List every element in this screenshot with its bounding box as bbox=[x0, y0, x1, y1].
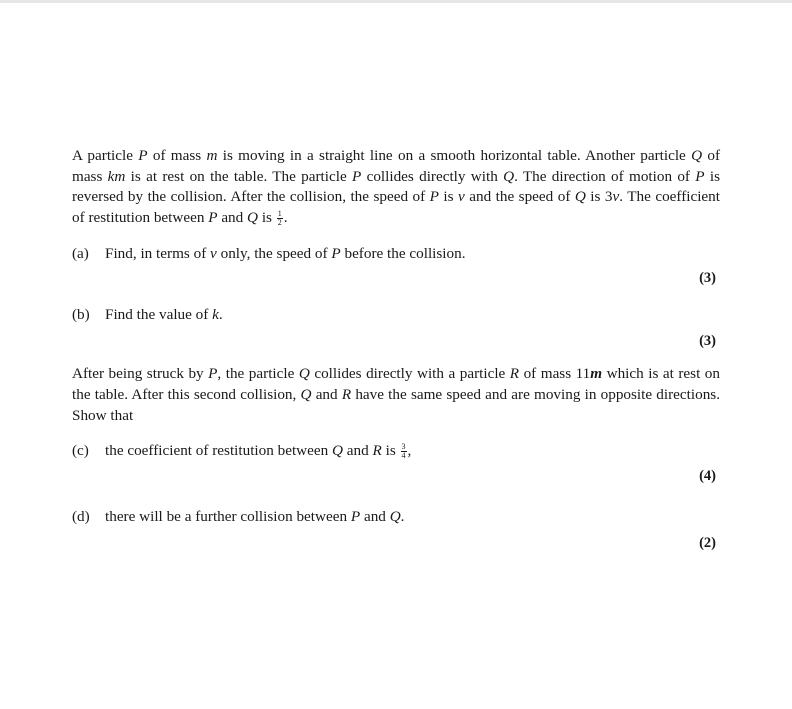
part-a-label: (a) bbox=[72, 245, 89, 263]
intro-paragraph: A particle P of mass m is moving in a straight line on a smooth horizontal table. Another particle Q of mass km is at rest on the table. The particle P collides directly with Q. The direction of motion of P is reversed by the collision. After the collision, the speed of P is v and the speed of Q is 3v. The coefficient of restitution between P and Q is $\frac{1}{2}$ . bbox=[72, 147, 721, 227]
part-c-label: (c) bbox=[72, 442, 89, 460]
part-d-label: (d) bbox=[72, 508, 90, 526]
part-b-marks: (3) bbox=[699, 333, 716, 350]
fraction-one-half: $\frac{1}{2}$ bbox=[277, 208, 282, 227]
part-b: (b) Find the value of k. bbox=[72, 306, 223, 324]
fraction-three-quarters: $\frac{3}{4}$ bbox=[401, 442, 406, 461]
second-paragraph: After being struck by P, the particle Q collides directly with a particle R of mass 11m which is at rest on the table. After this second collision, Q and R have the same speed and are moving in opposite directions. Show that bbox=[72, 365, 720, 424]
part-b-label: (b) bbox=[72, 306, 90, 324]
top-border bbox=[0, 0, 792, 3]
part-a: (a) Find, in terms of v only, the speed of P before the collision. bbox=[72, 245, 466, 263]
part-c-marks: (4) bbox=[699, 468, 716, 485]
part-d: (d) there will be a further collision between P and Q. bbox=[72, 508, 405, 526]
part-c: (c) the coefficient of restitution between Q and R is $\frac{3}{4}$ , bbox=[72, 442, 412, 461]
part-d-marks: (2) bbox=[699, 535, 716, 552]
question-page bbox=[72, 146, 720, 552]
part-a-marks: (3) bbox=[699, 270, 716, 287]
